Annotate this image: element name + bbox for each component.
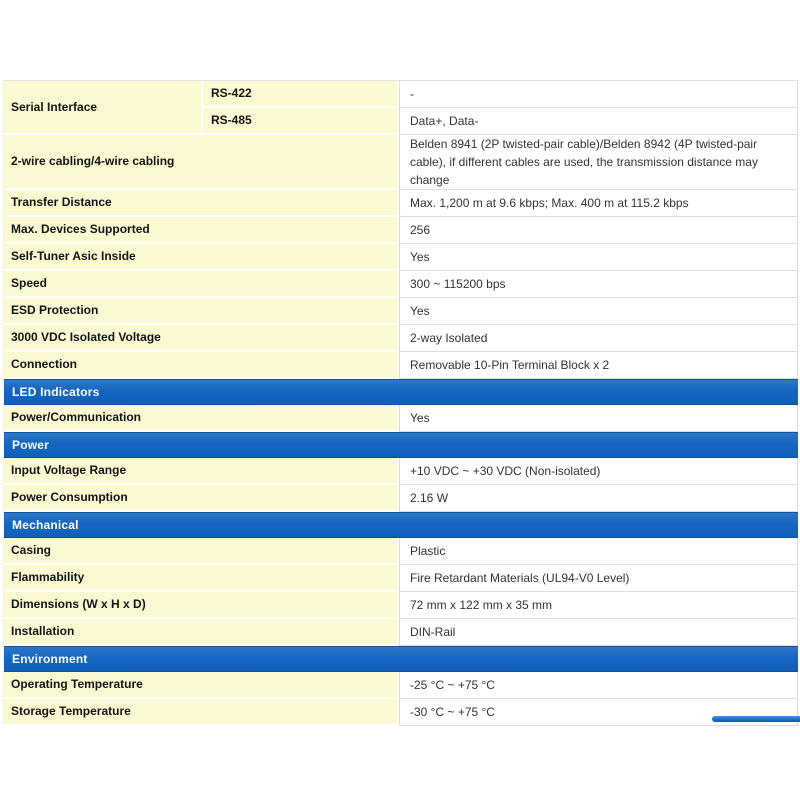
spec-value-cell: Removable 10-Pin Terminal Block x 2 (399, 352, 798, 379)
table-row (4, 672, 798, 699)
spec-value-cell: 72 mm x 122 mm x 35 mm (399, 592, 798, 619)
section-header-row (4, 379, 798, 405)
table-row (4, 271, 798, 298)
table-row (4, 190, 798, 217)
spec-sublabel-cell: RS-485 (203, 108, 399, 135)
spec-label-cell: Self-Tuner Asic Inside (4, 244, 399, 271)
table-row (4, 325, 798, 352)
spec-value-cell: - (399, 81, 798, 108)
spec-label-cell: Speed (4, 271, 399, 298)
spec-value-cell: Fire Retardant Materials (UL94-V0 Level) (399, 565, 798, 592)
spec-value-cell: Yes (399, 298, 798, 325)
spec-label-cell: Flammability (4, 565, 399, 592)
table-row (4, 699, 798, 726)
table-row (4, 458, 798, 485)
spec-sublabel-cell: RS-422 (203, 81, 399, 108)
spec-value-cell: 300 ~ 115200 bps (399, 271, 798, 298)
spec-label-cell: 2-wire cabling/4-wire cabling (4, 135, 399, 190)
spec-value-cell: Plastic (399, 538, 798, 565)
spec-value-cell: Data+, Data- (399, 108, 798, 135)
spec-table (3, 80, 798, 726)
table-row (4, 217, 798, 244)
section-header: Mechanical (4, 512, 798, 538)
spec-label-cell: Dimensions (W x H x D) (4, 592, 399, 619)
spec-value-cell: Max. 1,200 m at 9.6 kbps; Max. 400 m at 115.2 kbps (399, 190, 798, 217)
spec-label-cell: Casing (4, 538, 399, 565)
table-row (4, 405, 798, 432)
spec-value-cell: Yes (399, 244, 798, 271)
spec-label-cell: Input Voltage Range (4, 458, 399, 485)
spec-label-cell: Installation (4, 619, 399, 646)
spec-value-cell: 256 (399, 217, 798, 244)
spec-label-cell: Power/Communication (4, 405, 399, 432)
table-row (4, 298, 798, 325)
spec-value-cell: DIN-Rail (399, 619, 798, 646)
spec-label-cell: Operating Temperature (4, 672, 399, 699)
table-row (4, 81, 798, 108)
spec-label-cell: Transfer Distance (4, 190, 399, 217)
section-header-row (4, 512, 798, 538)
spec-value-cell: Yes (399, 405, 798, 432)
table-row (4, 135, 798, 190)
spec-table-container (3, 80, 797, 726)
table-row (4, 592, 798, 619)
spec-label-cell: Storage Temperature (4, 699, 399, 726)
table-row (4, 565, 798, 592)
spec-label-cell: 3000 VDC Isolated Voltage (4, 325, 399, 352)
spec-value-cell: -25 °C ~ +75 °C (399, 672, 798, 699)
section-header-row (4, 646, 798, 672)
spec-table-body (4, 81, 798, 726)
spec-label-cell: Power Consumption (4, 485, 399, 512)
table-row (4, 352, 798, 379)
section-header: Power (4, 432, 798, 458)
spec-label-cell: ESD Protection (4, 298, 399, 325)
table-row (4, 485, 798, 512)
section-header: Environment (4, 646, 798, 672)
spec-value-cell: -30 °C ~ +75 °C (399, 699, 798, 726)
table-row (4, 619, 798, 646)
spec-value-cell: 2-way Isolated (399, 325, 798, 352)
spec-value-cell: 2.16 W (399, 485, 798, 512)
section-header-row (4, 432, 798, 458)
spec-label-cell: Connection (4, 352, 399, 379)
section-header: LED Indicators (4, 379, 798, 405)
spec-value-cell: +10 VDC ~ +30 VDC (Non-isolated) (399, 458, 798, 485)
spec-value-cell: Belden 8941 (2P twisted-pair cable)/Belden 8942 (4P twisted-pair cable), if different cables are used, the transmission distance may change (399, 135, 798, 190)
spec-label-cell: Max. Devices Supported (4, 217, 399, 244)
table-row (4, 538, 798, 565)
table-row (4, 244, 798, 271)
spec-label-cell: Serial Interface (4, 81, 203, 135)
partial-scrollbar-bar[interactable] (712, 716, 800, 722)
